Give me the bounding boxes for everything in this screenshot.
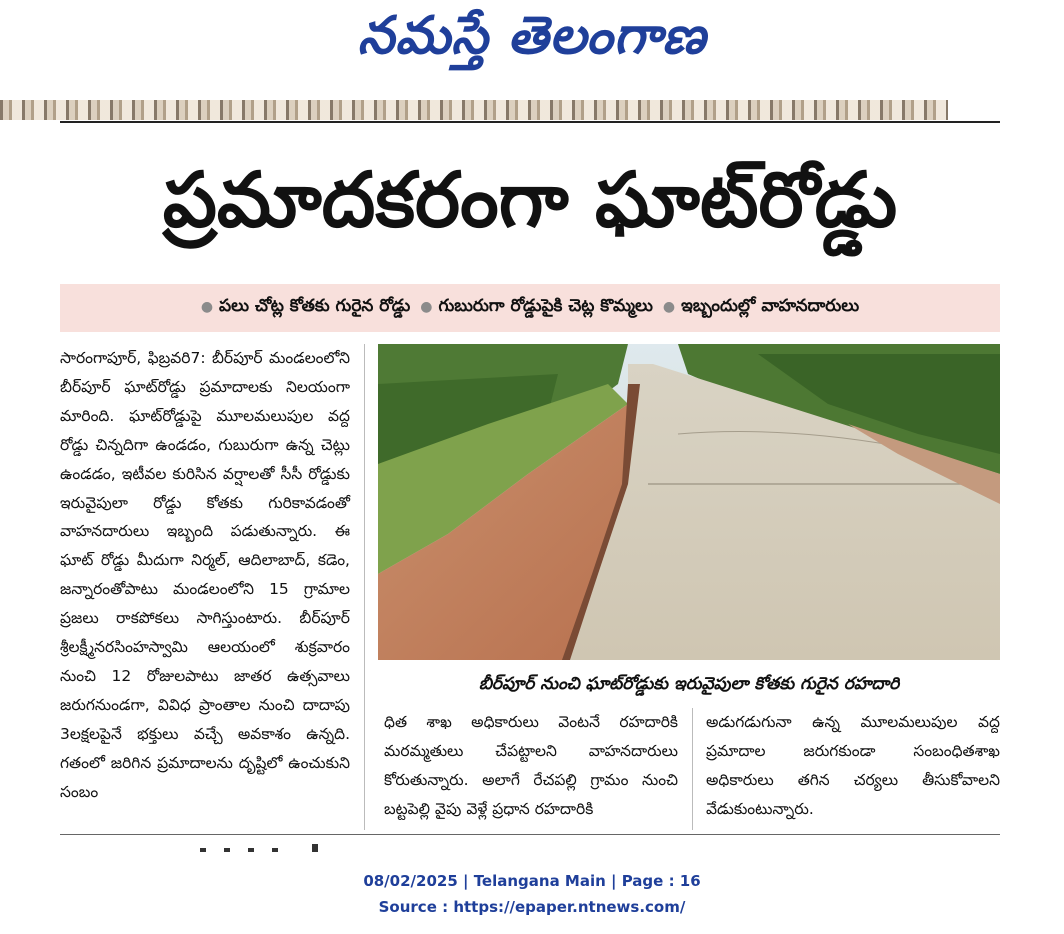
masthead-title: నమస్తే తెలంగాణ [357, 6, 707, 66]
page-footer [0, 868, 1064, 920]
article-subdeck [60, 284, 1000, 332]
article-headline: ప్రమాదకరంగా ఘాట్‌రోడ్డు [162, 155, 898, 244]
road-photo-illustration [378, 344, 1000, 660]
article-column-middle: ధిత శాఖ అధికారులు వెంటనే రహదారికి మరమ్మతులు చేపట్టాలని వాహనదారులు కోరుతున్నారు. అలాగే రేచపల్లి గ్రామం నుంచి బట్టపెల్లి వైపు వెళ్లే ప్రధాన రహదారికి [384, 713, 678, 818]
column-divider [692, 708, 693, 830]
article-photo [378, 344, 1000, 660]
cut-text-fragment [200, 844, 340, 854]
column-divider [364, 344, 365, 830]
bottom-rule [60, 834, 1000, 835]
footer-source: Source : https://epaper.ntnews.com/ [378, 898, 686, 916]
subdeck-item: ● పలు చోట్ల కోతకు గురైన రోడ్డు [201, 296, 410, 320]
subdeck-item: ● ఇబ్బందుల్లో వాహనదారులు [663, 296, 859, 320]
subdeck-item: ● గుబురుగా రోడ్డుపైకి చెట్ల కొమ్మలు [420, 296, 653, 320]
footer-date-edition: 08/02/2025 | Telangana Main | Page : 16 [363, 872, 701, 890]
photo-caption: బీర్‌పూర్ నుంచి ఘాట్‌రోడ్డుకు ఇరువైపులా కోతకు గురైన రహదారి [478, 674, 900, 694]
article-column-right: అడుగడుగునా ఉన్న మూలమలుపుల వద్ద ప్రమాదాల జరుగకుండా సంబంధితశాఖ అధికారులు తగిన చర్యలు తీసుకోవాలని వేడుకుంటున్నారు. [706, 713, 1000, 818]
top-rule [60, 121, 1000, 123]
masthead [0, 0, 1064, 96]
article-column-left: సారంగాపూర్, ఫిబ్రవరి7: బీర్‌పూర్ మండలంలోని బీర్‌పూర్ ఘాట్‌రోడ్డు ప్రమాదాలకు నిలయంగా మారింది. ఘాట్‌రోడ్డుపై మూలమలుపుల వద్ద రోడ్డు చిన్నదిగా ఉండడం, గుబురుగా ఉన్న చెట్లు ఉండడం, ఇటీవల కురిసిన వర్షాలతో సీసీ రోడ్డుకు ఇరువైపులా రోడ్డు కోతకు గురికావడంతో వాహనదారులు ఇబ్బంది పడుతున్నారు. ఈ ఘాట్ రోడ్డు మీదుగా నిర్మల్, ఆదిలాబాద్, కడెం, జన్నారంతోపాటు మండలంలోని 15 గ్రామాల ప్రజలు రాకపోకలు సాగిస్తుంటారు. బీర్‌పూర్ శ్రీలక్ష్మీనరసింహస్వామి ఆలయంలో శుక్రవారం నుంచి 12 రోజులపాటు జాతర ఉత్సవాలు జరుగనుండగా, వివిధ ప్రాంతాల నుంచి దాదాపు 3లక్షలపైనే భక్తులు వచ్చే అవకాశం ఉన్నది. గతంలో జరిగిన ప్రమాదాలను దృష్టిలో ఉంచుకుని సంబం [60, 349, 350, 801]
torn-paper-strip [0, 100, 948, 120]
